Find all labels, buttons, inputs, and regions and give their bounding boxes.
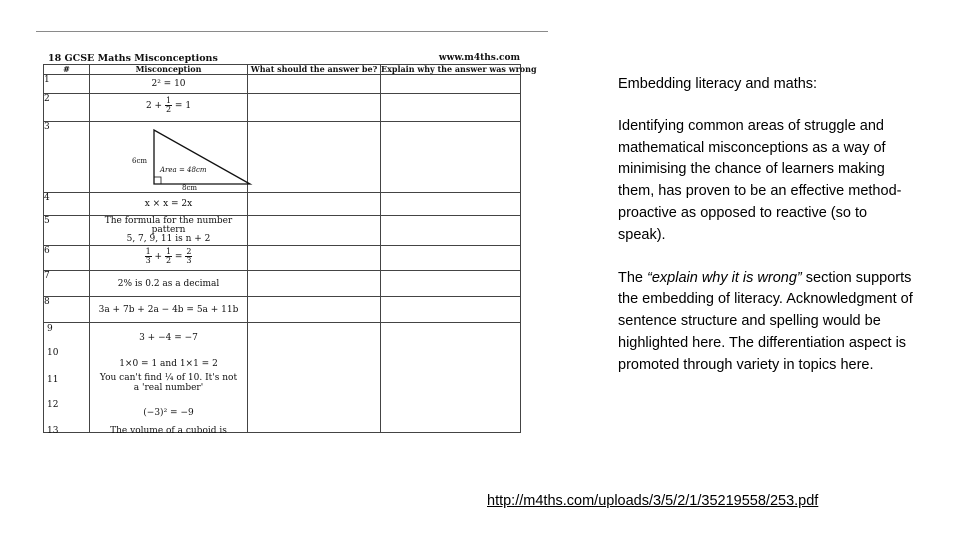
worksheet-image	[40, 52, 537, 436]
answer-cell	[248, 246, 381, 271]
misconception-line2: a 'real number'	[133, 383, 204, 393]
row-number: 8	[44, 297, 90, 323]
row-number: 12	[47, 400, 59, 410]
answer-cell	[248, 75, 381, 94]
misconceptions-table	[43, 64, 537, 436]
row-number: 1	[44, 75, 90, 94]
fraction	[165, 97, 172, 114]
formula-line3: 5, 7, 9, 11 is n + 2	[126, 234, 211, 244]
numerator: 1	[165, 96, 172, 105]
fraction	[165, 248, 172, 265]
misconception-text: The volume of a cuboid is	[110, 426, 227, 436]
explain-cell	[381, 122, 521, 193]
answer-cell	[248, 122, 381, 193]
row-number-stack	[44, 323, 90, 436]
triangle-base-label: 8cm	[182, 184, 198, 192]
misconception-cell: 2% is 0.2 as a decimal	[90, 271, 248, 297]
answer-cell	[248, 323, 381, 433]
col-number: #	[44, 65, 90, 75]
misconception-cell: 3a + 7b + 2a − 4b = 5a + 11b	[90, 297, 248, 323]
row-number: 6	[44, 246, 90, 271]
triangle-diagram	[128, 126, 258, 192]
para2-start: The	[618, 269, 648, 286]
row-number: 9	[47, 324, 53, 334]
numerator: 2	[186, 247, 192, 256]
answer-cell	[248, 271, 381, 297]
row-number: 5	[44, 216, 90, 246]
explain-cell	[381, 297, 521, 323]
table-row	[44, 122, 521, 193]
col-explanation: Explain why the answer was wrong	[381, 64, 537, 74]
denominator: 2	[165, 105, 172, 114]
explain-cell	[381, 216, 521, 246]
table-row	[44, 297, 521, 323]
numerator: 1	[165, 247, 172, 256]
misconception-cell	[90, 216, 248, 246]
misconception-text: 3 + −4 = −7	[139, 333, 198, 343]
row-number: 13	[47, 426, 59, 436]
col-misconception: Misconception	[90, 65, 248, 75]
answer-cell	[248, 297, 381, 323]
denominator: 2	[165, 256, 172, 265]
answer-cell	[248, 216, 381, 246]
table-row	[44, 193, 521, 216]
explain-cell	[381, 323, 521, 433]
table-row	[44, 75, 521, 94]
worksheet-title: 18 GCSE Maths Misconceptions	[48, 53, 218, 64]
row-number: 4	[44, 193, 90, 216]
table-row	[44, 271, 521, 297]
misconception-text: (−3)² = −9	[143, 408, 194, 418]
table-row	[44, 246, 521, 271]
para2-quote: “explain why it is wrong”	[647, 269, 802, 286]
slide-heading: Embedding literacy and maths:	[618, 76, 818, 92]
expr-result: = 1	[174, 101, 192, 111]
paragraph-literacy	[618, 268, 918, 377]
row-number: 7	[44, 271, 90, 297]
misconception-cell: $\frac{1}{3}$ + $\frac{1}{2}$ = $\frac{2}{3}$	[90, 246, 248, 271]
misconception-cell	[90, 122, 248, 193]
misconception-stack	[90, 323, 248, 436]
answer-cell	[248, 193, 381, 216]
explain-cell	[381, 271, 521, 297]
misconception-text	[90, 373, 247, 393]
explanation-text	[618, 74, 918, 377]
explain-cell	[381, 94, 521, 122]
triangle-side-label: 6cm	[132, 157, 148, 165]
fraction	[145, 248, 152, 265]
fraction	[185, 248, 192, 265]
formula-line1: The formula for the number	[104, 216, 233, 226]
table-row	[44, 216, 521, 246]
misconception-cell: x × x = 2x	[90, 193, 248, 216]
row-number: 10	[47, 348, 59, 358]
misconception-text: 1×0 = 1 and 1×1 = 2	[119, 359, 218, 369]
expr-whole: 2 +	[145, 101, 163, 111]
col-correct-answer: What should the answer be?	[248, 65, 381, 75]
row-number: 3	[44, 122, 90, 193]
explain-cell	[381, 246, 521, 271]
table-row-group	[44, 323, 521, 433]
source-link[interactable]: http://m4ths.com/uploads/3/5/2/1/35219558/253.pdf	[487, 493, 819, 509]
row-number: 2	[44, 94, 90, 122]
misconception-cell	[90, 94, 248, 122]
misconception-line1: You can't find ¼ of 10. It's not	[99, 373, 238, 383]
denominator: 3	[186, 256, 192, 265]
misconception-cell: 2² = 10	[90, 75, 248, 94]
formula-line2: pattern	[151, 225, 186, 235]
table-row	[44, 94, 521, 122]
explain-cell	[381, 75, 521, 94]
triangle-area-label: Area = 48cm	[160, 166, 207, 174]
answer-cell	[248, 94, 381, 122]
numerator: 1	[145, 247, 151, 256]
explain-cell	[381, 193, 521, 216]
denominator: 3	[145, 256, 151, 265]
worksheet-url: www.m4ths.com	[438, 53, 520, 63]
top-divider	[36, 31, 548, 32]
paragraph-misconceptions: Identifying common areas of struggle and mathematical misconceptions as a way of minimising the chance of learners making them, has proven to be an effective method- proactive as opposed to reactive (so to speak).	[618, 117, 902, 243]
para2-rest: section supports the embedding of literacy. Acknowledgment of sentence structure and spelling would be highlighted here. The differentiation aspect is promoted through variety in topics here.	[618, 269, 913, 373]
row-number: 11	[47, 375, 59, 385]
